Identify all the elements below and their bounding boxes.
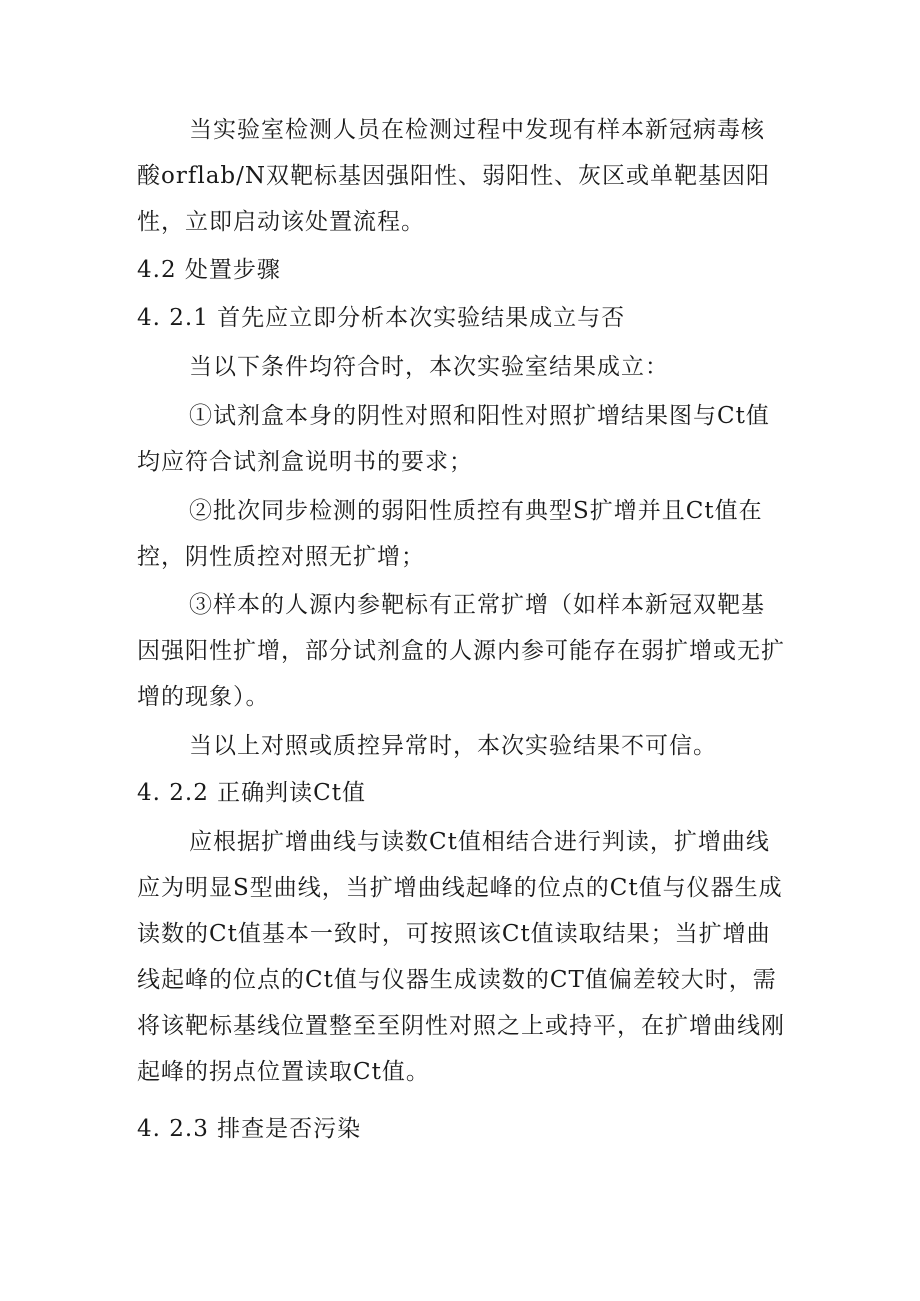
- heading-4-2: 4.2 处置步骤: [137, 257, 281, 283]
- heading-4-2-3: 4. 2.3 排查是否污染: [137, 1116, 362, 1142]
- paragraph-condition-2: ②批次同步检测的弱阳性质控有典型S扩增并且Ct值在控，阴性质控对照无扩增；: [137, 498, 763, 570]
- paragraph-ct-reading: 应根据扩增曲线与读数Ct值相结合进行判读，扩增曲线应为明显S型曲线，当扩增曲线起峰的位点的Ct值与仪器生成读数的Ct值基本一致时，可按照该Ct值读取结果；当扩增曲线起峰的位点的Ct值与仪器生成读数的CT值偏差较大时，需将该靶标基线位置整至至阴性对照之上或持平，在扩增曲线刚起峰的拐点位置读取Ct值。: [137, 829, 785, 1085]
- heading-4-2-2: 4. 2.2 正确判读Ct值: [137, 780, 366, 806]
- paragraph-condition-3: ③样本的人源内参靶标有正常扩增（如样本新冠双靶基因强阳性扩增，部分试剂盒的人源内参可能存在弱扩增或无扩增的现象）。: [137, 592, 785, 710]
- paragraph-invalid-note: 当以上对照或质控异常时，本次实验结果不可信。: [189, 733, 717, 759]
- heading-4-2-1: 4. 2.1 首先应立即分析本次实验结果成立与否: [137, 305, 626, 331]
- paragraph-condition-1: ①试剂盒本身的阴性对照和阳性对照扩增结果图与Ct值均应符合试剂盒说明书的要求；: [137, 403, 770, 475]
- paragraph-intro: 当实验室检测人员在检测过程中发现有样本新冠病毒核酸orflab/N双靶标基因强阳性、弱阳性、灰区或单靶基因阳性，立即启动该处置流程。: [137, 117, 771, 235]
- paragraph-conditions-intro: 当以下条件均符合时，本次实验室结果成立：: [189, 354, 669, 380]
